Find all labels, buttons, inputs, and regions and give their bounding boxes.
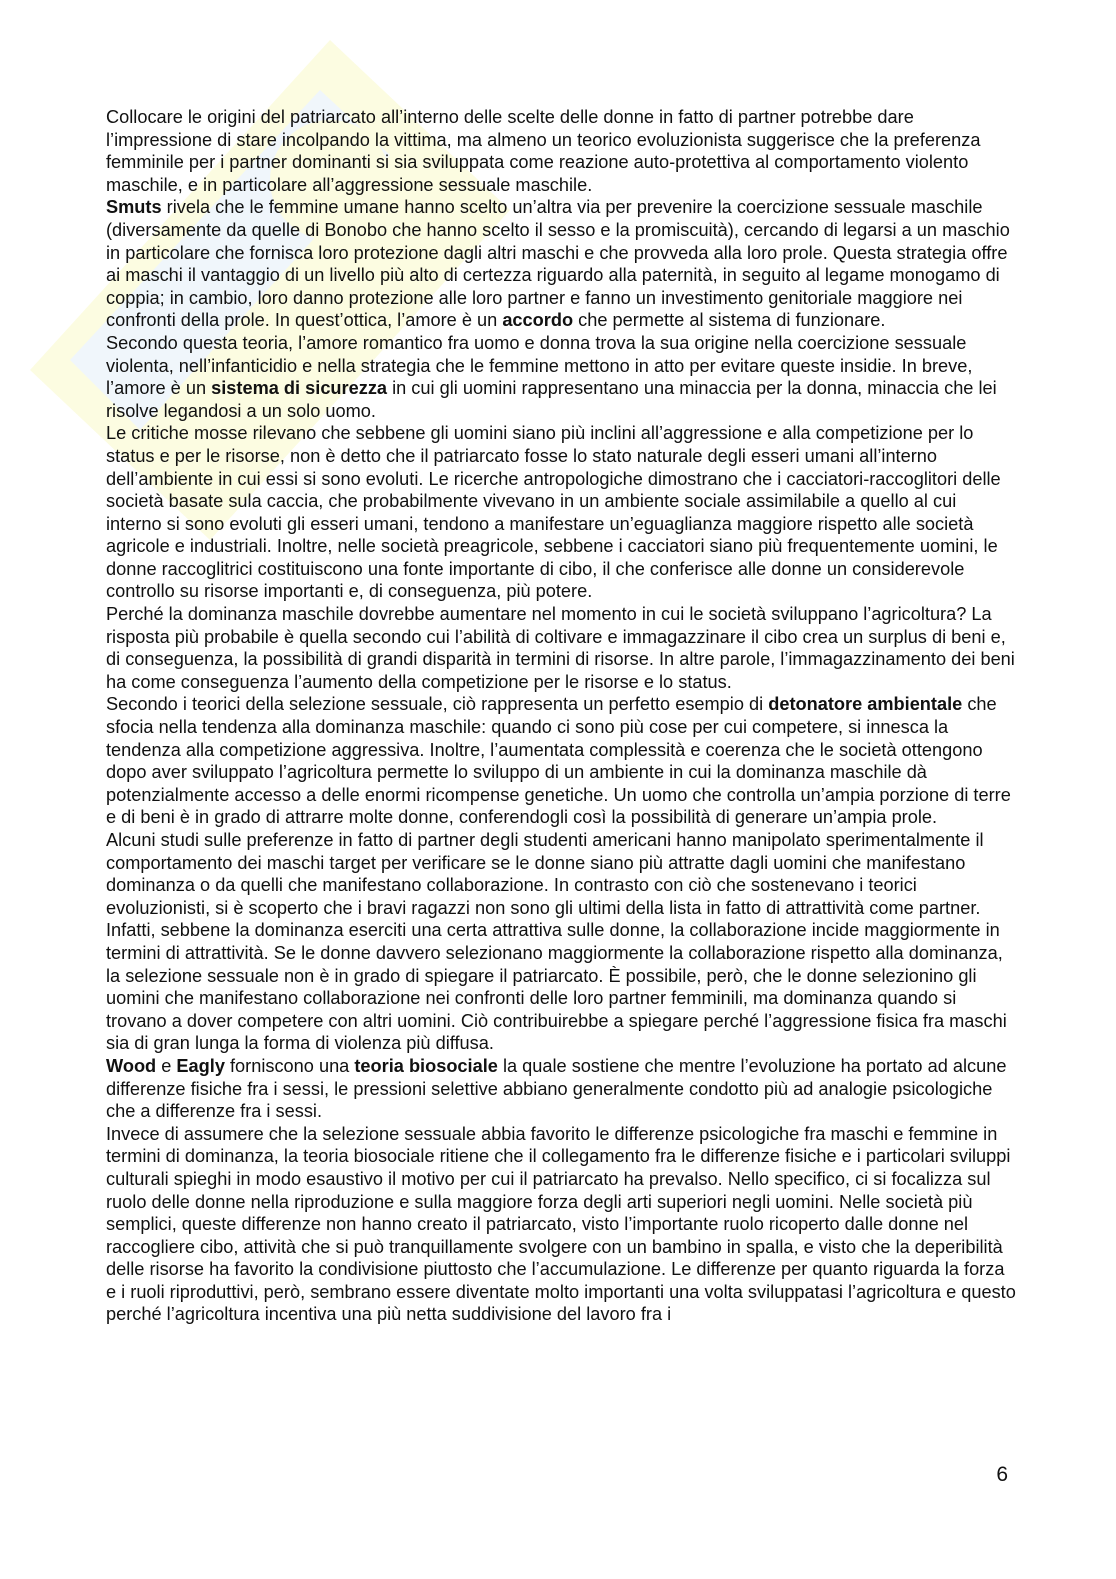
- bold-term: teoria biosociale: [354, 1055, 498, 1076]
- text-run: Alcuni studi sulle preferenze in fatto di partner degli studenti americani hanno manipolato sperimentalmente il comportamento dei maschi target per verificare se le donne siano più attratte dagli uomini che manifestano dominanza o da quelli che manifestano collaborazione. In contrasto con ciò che sostenevano i teorici evoluzionisti, si è scoperto che i bravi ragazzi non sono gli ultimi della lista in fatto di attrattività come partner. Infatti, sebbene la dominanza eserciti una certa attrattiva sulle donne, la collaborazione incide maggiormente in termini di attrattività. Se le donne davvero selezionano maggiormente la collaborazione rispetto alla dominanza, la selezione sessuale non è in grado di spiegare il patriarcato. È possibile, però, che le donne selezionino gli uomini che manifestano collaborazione nei confronti delle loro partner femminili, ma dominanza quando si trovano a dover competere con altri uomini. Ciò contribuirebbe a spiegare perché l’aggressione fisica fra maschi sia di gran lunga la forma di violenza più diffusa.: [106, 830, 1007, 1054]
- text-run: forniscono una: [224, 1055, 355, 1076]
- bold-term: Wood: [106, 1055, 157, 1076]
- text-run: in cui gli uomini rappresentano una minaccia per la donna, minaccia che lei risolve legandosi a un solo uomo.: [106, 378, 997, 421]
- paragraph: [106, 1123, 1016, 1326]
- text-run: Secondo i teorici della selezione sessuale, ciò rappresenta un perfetto esempio di: [106, 694, 769, 715]
- paragraph: [106, 603, 1016, 693]
- bold-term: sistema di sicurezza: [211, 378, 388, 399]
- text-run: Perché la dominanza maschile dovrebbe aumentare nel momento in cui le società sviluppano l’agricoltura? La risposta più probabile è quella secondo cui l’abilità di coltivare e immagazzinare il cibo crea un surplus di beni e, di conseguenza, la possibilità di grandi disparità in termini di risorse. In altre parole, l’immagazzinamento dei beni ha come conseguenza l’aumento della competizione per le risorse e lo status.: [106, 604, 1015, 692]
- document-body: [106, 106, 1016, 1326]
- text-run: Collocare le origini del patriarcato all’interno delle scelte delle donne in fatto di partner potrebbe dare l’impressione di stare incolpando la vittima, ma almeno un teorico evoluzionista suggerisce che la preferenza femminile per i partner dominanti si sia sviluppata come reazione auto-protettiva al comportamento violento maschile, e in particolare all’aggressione sessuale maschile.: [106, 107, 981, 195]
- text-run: rivela che le femmine umane hanno scelto un’altra via per prevenire la coercizione sessuale maschile (diversamente da quelle di Bonobo che hanno scelto il sesso e la promiscuità), cercando di legarsi a un maschio in particolare che fornisca loro protezione dagli altri maschi e che provveda alla loro prole. Questa strategia offre ai maschi il vantaggio di un livello più alto di certezza riguardo alla paternità, in seguito al legame monogamo di coppia; in cambio, loro danno protezione alle loro partner e fanno un investimento genitoriale maggiore nei confronti della prole. In quest’ottica, l’amore è un: [106, 197, 1010, 331]
- bold-term: detonatore ambientale: [768, 694, 963, 715]
- page-number: 6: [996, 1463, 1008, 1486]
- text-run: che sfocia nella tendenza alla dominanza maschile: quando ci sono più cose per cui competere, si innesca la tendenza alla competizione aggressiva. Inoltre, l’aumentata complessità e coerenza che le società ottengono dopo aver sviluppato l’agricoltura permette lo sviluppo di un ambiente in cui la dominanza maschile dà potenzialmente accesso a delle enormi ricompense genetiche. Un uomo che controlla un’ampia porzione di terre e di beni è in grado di attrarre molte donne, conferendogli così la possibilità di generare un’ampia prole.: [106, 694, 1011, 828]
- bold-term: accordo: [502, 310, 574, 331]
- bold-term: Smuts: [106, 197, 162, 218]
- bold-term: Eagly: [176, 1055, 225, 1076]
- text-run: Secondo questa teoria, l’amore romantico fra uomo e donna trova la sua origine nella coercizione sessuale violenta, nell’infanticidio e nella strategia che le femmine mettono in atto per evitare queste insidie. In breve, l’amore è un: [106, 332, 973, 399]
- text-run: e: [156, 1055, 177, 1076]
- text-run: che permette al sistema di funzionare.: [573, 310, 886, 331]
- paragraph: [106, 332, 1016, 422]
- text-run: Invece di assumere che la selezione sessuale abbia favorito le differenze psicologiche fra maschi e femmine in termini di dominanza, la teoria biosociale ritiene che il collegamento fra le differenze fisiche e i particolari sviluppi culturali spieghi in modo esaustivo il motivo per cui il patriarcato ha prevalso. Nello specifico, ci si focalizza sul ruolo delle donne nella riproduzione e sulla maggiore forza degli arti superiori negli uomini. Nelle società più semplici, queste differenze non hanno creato il patriarcato, visto l’importante ruolo ricoperto dalle donne nel raccogliere cibo, attività che si può tranquillamente svolgere con un bambino in spalla, e visto che la deperibilità delle risorse ha favorito la condivisione piuttosto che l’accumulazione. Le differenze per quanto riguarda la forza e i ruoli riproduttivi, però, sembrano essere diventate molto importanti una volta sviluppatasi l’agricoltura e questo perché l’agricoltura incentiva una più netta suddivisione del lavoro fra i: [106, 1123, 1016, 1325]
- paragraph: [106, 106, 1016, 196]
- text-run: la quale sostiene che mentre l’evoluzione ha portato ad alcune differenze fisiche fra i sessi, le pressioni selettive abbiano generalmente condotto più ad analogie psicologiche che a differenze fra i sessi.: [106, 1055, 1007, 1122]
- paragraph: [106, 829, 1016, 1055]
- paragraph: [106, 1055, 1016, 1123]
- paragraph: [106, 693, 1016, 829]
- paragraph: [106, 196, 1016, 332]
- paragraph: [106, 422, 1016, 603]
- text-run: Le critiche mosse rilevano che sebbene gli uomini siano più inclini all’aggressione e alla competizione per lo status e per le risorse, non è detto che il patriarcato fosse lo stato naturale degli esseri umani all’interno dell’ambiente in cui essi si sono evoluti. Le ricerche antropologiche dimostrano che i cacciatori-raccoglitori delle società basate sula caccia, che probabilmente vivevano in un ambiente sociale assimilabile a quello al cui interno si sono evoluti gli esseri umani, tendono a manifestare un’eguaglianza maggiore rispetto alle società agricole e industriali. Inoltre, nelle società preagricole, sebbene i cacciatori siano più frequentemente uomini, le donne raccoglitrici costituiscono una fonte importante di cibo, il che conferisce alle donne un considerevole controllo su risorse importanti e, di conseguenza, più potere.: [106, 423, 1001, 602]
